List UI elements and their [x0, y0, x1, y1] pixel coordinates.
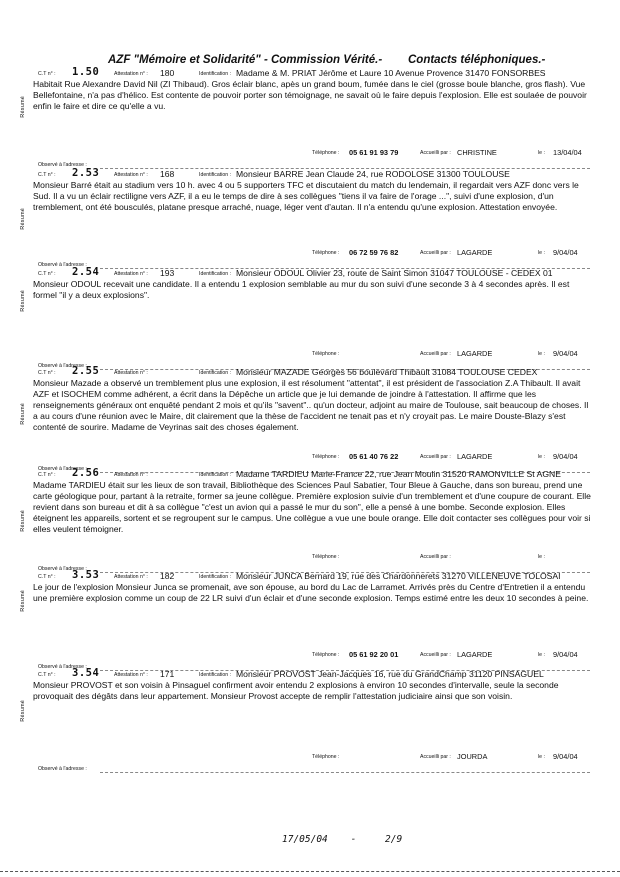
- resume-text: Madame TARDIEU était sur les lieux de son travail, Bibliothèque des Sciences Paul Sabatier, Tour Bleue à Gauche, dans son bureau, prend une carte géologique pour, partant à la retraite, former sa jeune collègue. Première explosion suivie d'un tremblement et d'une coupure de courant. Elle revient dans son bureau et dit à sa collègue "c'est un avion qui a passé le mur du son", elle a pensé à une bombe. Seconde explosion. Elles éteignent les appareils, sortent et se regroupent sur le campus. Une collègue a vue une boule orange. Elle doit contacter ses collègues pour voir si elles veulent témoigner.: [33, 480, 591, 534]
- telephone-label: Téléphone :: [312, 754, 340, 760]
- attestation-label: Attestation n° :: [114, 370, 148, 376]
- accueilli-value: JOURDA: [457, 752, 488, 761]
- resume-text: Monsieur Barré était au stadium vers 10 h. avec 4 ou 5 supporters TFC et discutaient du match du lendemain, il regardait vers AZF donc vers le Sud. Il a vu un éclair rectiligne vers AZF, il a eu le temps de dire à ses collègues "tiens il va faire de l'orage ...", suivi d'une explosion, d'un tremblement, ont été bousculés, platane presque arraché, nuage, léger vent d'autan. Il n'a entendu qu'une explosion. Attestation envoyée.: [33, 180, 579, 212]
- date-label: le :: [538, 554, 545, 560]
- resume-text: Monsieur PROVOST et son voisin à Pinsaguel confirment avoir entendu 2 explosions à environ 10 secondes d'intervalle, seule la seconde provoquait des dégâts dans leur appartement. Monsieur Provost accepte de remplir l'attestation judiciaire ainsi que son voisin.: [33, 680, 559, 701]
- telephone-label: Téléphone :: [312, 554, 340, 560]
- ct-label: C.T n° :: [38, 172, 56, 178]
- accueilli-label: Accueilli par :: [420, 150, 451, 156]
- attestation-label: Attestation n° :: [114, 472, 148, 478]
- telephone-label: Téléphone :: [312, 652, 340, 658]
- footer-date: 17/05/04: [282, 834, 328, 845]
- accueilli-value: LAGARDE: [457, 248, 493, 257]
- resume-text: Monsieur ODOUL recevait une candidate. Il a entendu 1 explosion semblable au mur du son suivi d'une seconde 3 à 4 secondes après. Il est formel "il y a deux explosions".: [33, 279, 570, 300]
- telephone-label: Téléphone :: [312, 351, 340, 357]
- ct-label: C.T n° :: [38, 71, 56, 77]
- date-value: 9/04/04: [553, 452, 578, 461]
- resume-text: Habitait Rue Alexandre David Nil (ZI Thibaud). Gros éclair blanc, apès un grand boum, fumée dans le ciel (grosse boule blanche, gros flash). Vue Bellefontaine, n'a pas d'hélico. Est contente de pouvoir porter son témoignage, ne savait où le faire depuis l'explosion. Elle est soulaée de pouvoir enfin le faire et dire ce qu'elle a vu.: [33, 79, 587, 111]
- resume-label: Résumé: [20, 290, 26, 312]
- identification-value: Monsieur BARRE Jean Claude 24, rue RODOLOSE 31300 TOULOUSE: [236, 169, 510, 179]
- identification-label: Identification :: [199, 574, 232, 580]
- attestation-label: Attestation n° :: [114, 574, 148, 580]
- attestation-number: 168: [160, 169, 175, 179]
- attestation-label: Attestation n° :: [114, 172, 148, 178]
- separator-line: [100, 772, 590, 773]
- page-footer: [282, 834, 402, 845]
- ct-label: C.T n° :: [38, 370, 56, 376]
- record-footer: [0, 554, 620, 566]
- record-footer: [0, 652, 620, 664]
- footer-separator: -: [350, 834, 357, 845]
- accueilli-label: Accueilli par :: [420, 652, 451, 658]
- telephone-label: Téléphone :: [312, 454, 340, 460]
- identification-label: Identification :: [199, 370, 232, 376]
- record-footer: [0, 250, 620, 262]
- identification-value: Monsieur PROVOST Jean-Jacques 16, rue du GrandChamp 31120 PINSAGUEL: [236, 669, 544, 679]
- observe-label: Observé à l'adresse :: [38, 466, 87, 472]
- telephone-label: Téléphone :: [312, 150, 340, 156]
- resume-label: Résumé: [20, 590, 26, 612]
- date-value: 9/04/04: [553, 349, 578, 358]
- record-footer: [0, 150, 620, 162]
- observe-label: Observé à l'adresse :: [38, 664, 87, 670]
- date-label: le :: [538, 754, 545, 760]
- accueilli-value: LAGARDE: [457, 349, 493, 358]
- observe-label: Observé à l'adresse :: [38, 363, 87, 369]
- identification-label: Identification :: [199, 672, 232, 678]
- date-value: 9/04/04: [553, 248, 578, 257]
- telephone-value: 05 61 92 20 01: [349, 650, 399, 659]
- telephone-value: 05 61 40 76 22: [349, 452, 399, 461]
- date-value: 9/04/04: [553, 752, 578, 761]
- date-label: le :: [538, 351, 545, 357]
- identification-label: Identification :: [199, 472, 232, 478]
- resume-label: Résumé: [20, 700, 26, 722]
- attestation-label: Attestation n° :: [114, 271, 148, 277]
- attestation-number: 171: [160, 669, 175, 679]
- resume-text: Monsieur Mazade a observé un tremblement plus une explosion, il est résolument "attentat", il est président de l'association Z.A Thibault. Il avait AZF et ISOCHEM comme adhérent, a écrit dans la Dépêche un article que je lui demande de joindre à l'attestation. Il affirme que les renseignements généraux ont enquêté pendant 2 mois et qu'ils "savent".. qu'un docteur, adjoint au maire de Toulouse, sait beaucoup de choses. Il a au cours d'une réunion avec le Maire, dit clairement que la thèse de l'accident ne tenait pas et n'y croyait pas. Le maire Douste-Blazy s'est contenté de sourire. Madame de Veyrinas sait des choses également.: [33, 378, 589, 432]
- resume-label: Résumé: [20, 96, 26, 118]
- identification-value: Monsieur JUNCA Bernard 19, rue des Chardonnerets 31270 VILLENEUVE TOLOSAI: [236, 571, 561, 581]
- accueilli-label: Accueilli par :: [420, 454, 451, 460]
- observe-label: Observé à l'adresse :: [38, 566, 87, 572]
- date-label: le :: [538, 150, 545, 156]
- footer-page-number: 2/9: [385, 834, 403, 845]
- attestation-number: 193: [160, 268, 175, 278]
- resume-label: Résumé: [20, 403, 26, 425]
- ct-label: C.T n° :: [38, 271, 56, 277]
- ct-number: 3.53: [72, 569, 100, 581]
- date-label: le :: [538, 250, 545, 256]
- telephone-value: 06 72 59 76 82: [349, 248, 399, 257]
- identification-value: Monsieur ODOUL Olivier 23, route de Saint Simon 31047 TOULOUSE - CEDEX 01: [236, 268, 553, 278]
- bottom-rule: [0, 871, 620, 872]
- accueilli-value: LAGARDE: [457, 452, 493, 461]
- attestation-label: Attestation n° :: [114, 71, 148, 77]
- observe-label: Observé à l'adresse :: [38, 766, 87, 772]
- ct-number: 3.54: [72, 667, 100, 679]
- identification-label: Identification :: [199, 172, 232, 178]
- identification-value: Madame & M. PRIAT Jérôme et Laure 10 Avenue Provence 31470 FONSORBES: [236, 68, 546, 78]
- ct-number: 2.56: [72, 467, 100, 479]
- record-footer: [0, 754, 620, 766]
- identification-label: Identification :: [199, 71, 232, 77]
- accueilli-label: Accueilli par :: [420, 754, 451, 760]
- ct-number: 2.53: [72, 167, 100, 179]
- observe-label: Observé à l'adresse :: [38, 262, 87, 268]
- record-footer: [0, 351, 620, 363]
- ct-label: C.T n° :: [38, 472, 56, 478]
- accueilli-value: LAGARDE: [457, 650, 493, 659]
- ct-label: C.T n° :: [38, 672, 56, 678]
- attestation-label: Attestation n° :: [114, 672, 148, 678]
- page-subtitle: Contacts téléphoniques.-: [408, 54, 546, 66]
- telephone-value: 05 61 91 93 79: [349, 148, 399, 157]
- resume-label: Résumé: [20, 510, 26, 532]
- date-value: 9/04/04: [553, 650, 578, 659]
- resume-text: Le jour de l'explosion Monsieur Junca se promenait, ave son épouse, au bord du Lac de Larramet. Arrivés près du Centre d'Entretien il a entendu une première explosion comme un coup de 22 LR suivi d'un éclair et d'une seconde explosion. Temps estimé entre les deux 10 secondes à peine.: [33, 582, 589, 603]
- identification-value: Monsieur MAZADE Georges 56 boulevard Thibault 31084 TOULOUSE CEDEX: [236, 367, 538, 377]
- date-value: 13/04/04: [553, 148, 582, 157]
- identification-value: Madame TARDIEU Marie-France 22, rue Jean Moulin 31520 RAMONVILLE St AGNE: [236, 469, 561, 479]
- ct-label: C.T n° :: [38, 574, 56, 580]
- record-footer: [0, 454, 620, 466]
- ct-number: 2.54: [72, 266, 100, 278]
- identification-label: Identification :: [199, 271, 232, 277]
- accueilli-label: Accueilli par :: [420, 351, 451, 357]
- observe-label: Observé à l'adresse :: [38, 162, 87, 168]
- attestation-number: 182: [160, 571, 175, 581]
- date-label: le :: [538, 454, 545, 460]
- resume-label: Résumé: [20, 208, 26, 230]
- date-label: le :: [538, 652, 545, 658]
- attestation-number: 180: [160, 68, 175, 78]
- accueilli-value: CHRISTINE: [457, 148, 497, 157]
- ct-number: 1.50: [72, 66, 100, 78]
- ct-number: 2.55: [72, 365, 100, 377]
- accueilli-label: Accueilli par :: [420, 250, 451, 256]
- telephone-label: Téléphone :: [312, 250, 340, 256]
- accueilli-label: Accueilli par :: [420, 554, 451, 560]
- page-title: AZF "Mémoire et Solidarité" - Commission Vérité.-: [108, 54, 383, 66]
